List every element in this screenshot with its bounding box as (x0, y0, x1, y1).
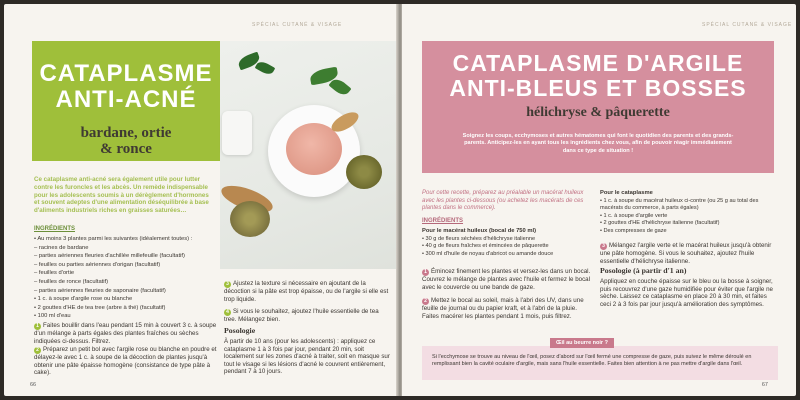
recipe-subtitle-right: hélichryse & pâquerette (526, 105, 670, 120)
subtitle-line: bardane, ortie (80, 125, 172, 141)
intro-text-right: Soignez les coups, ecchymoses et autres hématomes qui font le quotidien des parents et des grands-parents. Anticipez-les en ayant tous les ingrédients chez vous, afin de pouvoir réagir immédiatement dans ce type de situation ! (462, 133, 734, 154)
title-block-green (32, 41, 220, 161)
step-number-badge: 3 (224, 281, 231, 288)
list-item: • 300 ml d'huile de noyau d'abricot ou amande douce (422, 250, 554, 257)
list-item: • Des compresses de gaze (600, 227, 667, 234)
step-2-left (34, 346, 218, 377)
recipe-subtitle-left (32, 125, 220, 157)
seeds-image (346, 155, 382, 189)
tip-label: Œil au beurre noir ? (550, 338, 614, 348)
ingredients-heading-right: INGRÉDIENTS (422, 218, 464, 224)
step-2-right (422, 297, 594, 320)
cataplasme-heading: Pour le cataplasme (600, 190, 653, 196)
list-item: • 30 g de fleurs séchées d'hélichryse italienne (422, 236, 536, 242)
posology-text-right: Appliquez en couche épaisse sur le bleu ou la bosse à soigner, puis recouvrez d'une gaze humidifiée pour éviter que l'argile ne sèche. Laissez ce cataplasme en place 20 à 30 min, et faites ceci 2 à 3 fois par jour jusqu'à amélioration des symptômes. (600, 278, 773, 308)
recipe-photo (220, 41, 398, 269)
list-item: • Au moins 3 plantes parmi les suivantes (idéalement toutes) : (34, 236, 193, 242)
step-number-badge: 1 (34, 323, 41, 330)
ingredients-list-left (34, 235, 220, 321)
macerat-heading: Pour le macérat huileux (bocal de 750 ml) (422, 228, 537, 234)
right-page (402, 4, 796, 396)
lead-text-right: Pour cette recette, préparez au préalable un macérat huileux avec les plantes ci-dessous (ou achetez les macérats de ces plantes dans le commerce). (422, 190, 584, 212)
recipe-title-right (422, 51, 774, 101)
jug-image (222, 111, 252, 155)
list-item: – parties aériennes fleuries d'achillée millefeuille (facultatif) (34, 253, 185, 260)
list-item: • 2 gouttes d'HE de tea tree (arbre à thé) (facultatif) (34, 304, 166, 311)
step-text: Émincez finement les plantes et versez-les dans un bocal. Couvrez le mélange de plantes avec l'huile et fermez le bocal avec le couvercle ou une bande de gaze. (422, 268, 591, 291)
list-item: • 1 c. à soupe du macérat huileux ci-contre (ou 25 g au total des macérats du commerce, à parts égales) (600, 198, 759, 212)
ingredients-heading-left: INGRÉDIENTS (34, 226, 76, 232)
list-item: – racines de bardane (34, 244, 89, 251)
posology-heading-left: Posologie (224, 326, 256, 335)
list-item: • 40 g de fleurs fraîches et émincées de pâquerette (422, 243, 549, 250)
nettle-leaf-image (255, 59, 276, 77)
seeds-image (230, 201, 270, 237)
left-page (4, 4, 398, 396)
title-line: ANTI-BLEUS ET BOSSES (449, 75, 747, 101)
page-number-right: 67 (761, 382, 768, 388)
step-3-left (224, 280, 392, 303)
list-item: • 1 c. à soupe d'argile rose ou blanche (34, 296, 133, 303)
intro-text-left: Ce cataplasme anti-acné sera également utile pour lutter contre les furoncles et les abcès. Un remède indispensable pour les adolescents soumis à un dérèglement d'hormones et souvent adeptes d'une alimentation déséquilibrée à base d'aliments industriels riches en graisses saturées… (34, 176, 209, 215)
running-head-right: SPÉCIAL CUTANÉ & VISAGE (702, 22, 793, 28)
running-head-left: SPÉCIAL CUTANÉ & VISAGE (252, 22, 343, 28)
step-number-badge: 4 (224, 309, 231, 316)
list-item: – parties aériennes fleuries de saponaire (facultatif) (34, 287, 166, 294)
step-text: Mettez le bocal au soleil, mais à l'abri des UV, dans une feuille de journal ou du papier kraft, et à l'abri de la pluie. Faites macérer les plantes pendant 1 mois, puis filtrez. (422, 297, 584, 320)
step-1-left (34, 322, 218, 345)
step-text: Préparez un petit bol avec l'argile rose ou blanche en poudre et délayez-le avec 1 c. à soupe de la décoction de plantes jusqu'à obtenir une pâte épaisse homogène (consistance de type pâte à cake). (34, 346, 217, 377)
recipe-title-left (32, 61, 220, 113)
posology-heading-right: Posologie (à partir d'1 an) (600, 266, 687, 275)
title-line: CATAPLASME (39, 60, 213, 87)
step-text: Faites bouillir dans l'eau pendant 15 min à couvert 3 c. à soupe d'un mélange à parts égales des plantes fraîches ou sèches indiquées ci-dessus. Filtrez. (34, 322, 217, 345)
list-item: • 100 ml d'eau (34, 313, 71, 320)
list-item: – feuilles d'ortie (34, 270, 75, 277)
step-1-right (422, 268, 594, 291)
list-item: – feuilles ou parties aériennes d'origan (facultatif) (34, 261, 161, 268)
tip-text: Si l'ecchymose se trouve au niveau de l'œil, posez d'abord sur l'œil fermé une compresse de gaze, puis suivez le même déroulé en remplissant bien la cavité oculaire d'argile, mais sans l'huile essentielle. Faites bien attention à ne pas mettre d'argile dans l'œil. (432, 354, 752, 367)
page-number-left: 66 (30, 382, 37, 388)
step-text: Si vous le souhaitez, ajoutez l'huile essentielle de tea tree. Mélangez bien. (224, 308, 379, 323)
step-4-left (224, 308, 392, 324)
step-number-badge: 3 (600, 243, 607, 250)
title-block-pink (422, 41, 774, 173)
cataplasme-list (600, 198, 776, 235)
list-item: • 2 gouttes d'HE d'hélichryse italienne (facultatif) (600, 220, 720, 227)
nettle-leaf-image (328, 76, 351, 98)
list-item: – feuilles de ronce (facultatif) (34, 278, 109, 285)
list-item: • 1 c. à soupe d'argile verte (600, 212, 668, 219)
subtitle-line: & ronce (100, 141, 152, 157)
step-3-right (600, 242, 776, 265)
step-number-badge: 2 (34, 347, 41, 354)
macerat-list (422, 236, 594, 258)
title-line: ANTI-ACNÉ (55, 86, 197, 113)
posology-text-left: À partir de 10 ans (pour les adolescents) : appliquez ce cataplasme 1 à 3 fois par jour, pendant 20 min, soit localement sur les zones d'acné à traiter, soit en masque sur tout le visage si les lésions d'acné le couvrent entièrement, pendant 7 à 10 jours. (224, 338, 390, 376)
step-text: Mélangez l'argile verte et le macérat huileux jusqu'à obtenir une pâte homogène. Si vous le souhaitez, ajoutez l'huile essentielle d'hélichryse italienne. (600, 242, 772, 265)
step-number-badge: 2 (422, 298, 429, 305)
step-text: Ajustez la texture si nécessaire en ajoutant de la décoction si la pâte est trop épaisse, ou de l'argile si elle est trop liquide. (224, 280, 389, 303)
step-number-badge: 1 (422, 269, 429, 276)
title-line: CATAPLASME D'ARGILE (452, 50, 744, 76)
